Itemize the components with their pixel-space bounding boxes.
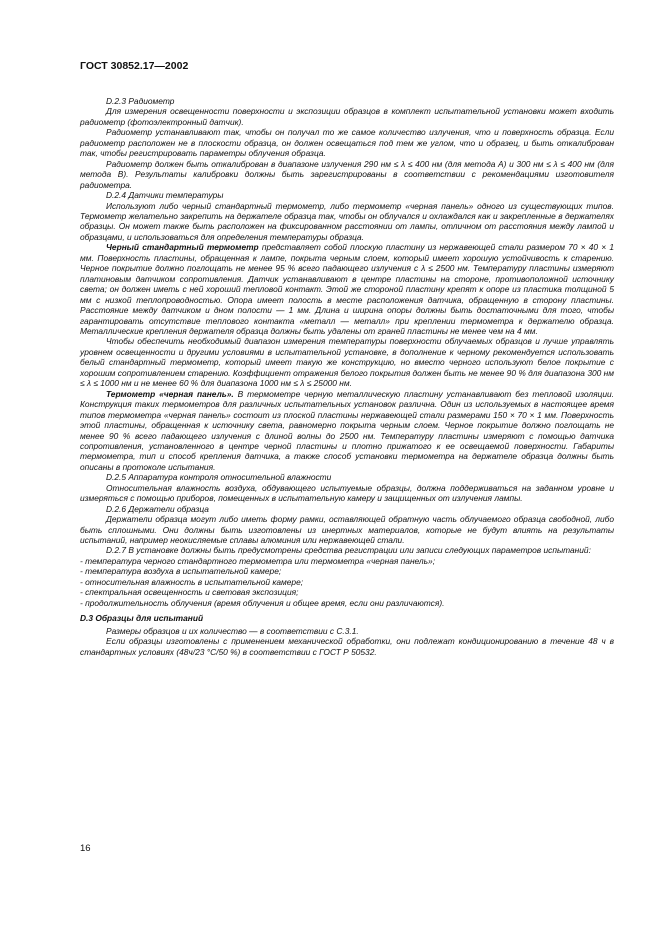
term-black-standard-thermometer: Черный стандартный термометр [106, 242, 259, 253]
page-number: 16 [80, 843, 91, 854]
section-heading-d23: D.2.3 Радиометр [106, 96, 175, 106]
document-body [80, 96, 614, 657]
section-heading-d3: D.3 Образцы для испытаний [80, 613, 204, 624]
section-heading-d24: D.2.4 Датчики температуры [106, 190, 224, 201]
document-header: ГОСТ 30852.17—2002 [80, 60, 189, 72]
section-heading-d25: D.2.5 Аппаратура контроля относительной влажности [106, 472, 332, 483]
paragraph-d23-1: Для измерения освещенности поверхности и экспозиции образцов в комплект испытательной установки может входить радиометр (фотоэлектронный датчик). [80, 106, 614, 127]
paragraph-d26-1: Держатели образца могут либо иметь форму рамки, оставляющей обратную часть облучаемого образца свободной, либо быть сплошными. Они должны быть изготовлены из инертных материалов, которые не будут влиять на результаты испытаний, например неокисляемые сплавы алюминия или нержавеющей стали. [80, 514, 614, 546]
paragraph-d24-4 [80, 389, 614, 473]
paragraph-d27-1: D.2.7 В установке должны быть предусмотрены средства регистрации или записи следующих параметров испытаний: [106, 545, 591, 556]
list-item: - температура черного стандартного термометра или термометра «черная панель»; [80, 555, 436, 566]
paragraph-d3-1: Размеры образцов и их количество — в соответствии с С.3.1. [106, 625, 359, 636]
list-item: - температура воздуха в испытательной камере; [80, 566, 282, 577]
list-item: - относительная влажность в испытательной камере; [80, 576, 304, 587]
list-item: - продолжительность облучения (время облучения и общее время, если они различаются). [80, 597, 445, 608]
paragraph-d24-3: Чтобы обеспечить необходимый диапазон измерения температуры поверхности облучаемых образцов и лучше управлять уровнем освещенности и другими условиями в испытательной установке, в дополнение к черному рекомендуется использовать белый стандартный термометр, который имеет такую же конструкцию, но вместо черного используют белое покрытие с хорошим сопротивлением старению. Коэффициент отражения белого покрытия должен быть не менее 90 % для диапазона 300 нм ≤ λ ≤ 1000 нм и не менее 60 % для диапазона 1000 нм ≤ λ ≤ 25000 нм. [80, 336, 614, 389]
paragraph-d25-1: Относительная влажность воздуха, обдувающего испытуемые образцы, должна поддерживаться на заданном уровне и измеряться с помощью приборов, помещенных в испытательную камеру и защищенных от излучения лампы. [80, 482, 614, 504]
section-heading-d26: D.2.6 Держатели образца [106, 503, 209, 514]
paragraph-d23-3: Радиометр должен быть откалиброван в диапазоне излучения 290 нм ≤ λ ≤ 400 нм (для метода А) и 300 нм ≤ λ ≤ 400 нм (для метода В). Результаты калибровки должны быть зарегистрированы в соответствии с рекомендациями изготовителя радиометра. [80, 158, 614, 190]
paragraph-d23-2: Радиометр устанавливают так, чтобы он получал то же самое количество излучения, что и поверхность образца. Если радиометр расположен не в плоскости образца, он должен освещаться под тем же углом, что и образец, и быть откалиброван так, чтобы регистрировать параметры облучения образца. [80, 127, 614, 159]
paragraph-d24-2-text: представляет собой плоскую пластину из нержавеющей стали размером 70 × 40 × 1 мм. Поверхность пластины, обращенная к лампе, покрыта черным слоем, который имеет хорошую устойчивость к старению. Черное покрытие должно поглощать не менее 95 % всего падающего излучения с λ ≤ 2500 нм. Температуру пластины измеряют платиновым датчиком сопротивления. Датчик устанавливают в центре пластины на стороне, противоположной источнику света; он должен иметь с ней хороший тепловой контакт. Этой же стороной пластину крепят к опоре из пластика толщиной 5 мм с низкой теплопроводностью. Опора имеет полость в месте расположения датчика, обращенную в сторону пластины. Расстояние между датчиком и дном полости — 1 мм. Длина и ширина опоры должны быть достаточными для того, чтобы гарантировать отсутствие теплового контакта «металл — металл» при креплении термометра к держателю образца. Металлические крепления держателя образца должны быть удалены от граней пластины не менее чем на 4 мм. [80, 242, 614, 336]
paragraph-d3-2: Если образцы изготовлены с применением механической обработки, они подлежат кондиционированию в течение 48 ч в стандартных условиях (48ч/23 °С/50 %) в соответствии с ГОСТ Р 50532. [80, 636, 614, 657]
paragraph-d24-4-text: В термометре черную металлическую пластину устанавливают без тепловой изоляции. Конструкция таких термометров для различных испытательных установок различна. Один из используемых в настоящее время типов термометра «черная панель» состоит из плоской пластины нержавеющей стали размерами 150 × 70 × 1 мм. Поверхность этой пластины, обращенная к источнику света, равномерно покрыта черным слоем. Черное покрытие должно поглощать не менее 90 % всего падающего излучения с длиной волны до 2500 нм. Температуру пластины измеряют с помощью датчика сопротивления, установленного в центре черной пластины и плотно прижатого к ее освещаемой поверхности. Габариты термометра, тип и способ крепления датчика, а также способ установки термометра на держателе образца должны быть описаны в протоколе испытания. [80, 388, 614, 472]
list-item: - спектральная освещенность и световая экспозиция; [80, 587, 299, 598]
paragraph-d24-1: Используют либо черный стандартный термометр, либо термометр «черная панель» одного из существующих типов. Термометр желательно закрепить на держателе образца так, чтобы он облучался и охлаждался как и закрепленные в держателях образцы. Он может также быть расположен на фиксированном расстоянии от лампы, отличном от расстояния между лампой и образцами, и использоваться для определения температуры образца. [80, 200, 614, 242]
paragraph-d24-2 [80, 242, 614, 336]
term-black-panel-thermometer: Термометр «черная панель». [106, 388, 234, 399]
